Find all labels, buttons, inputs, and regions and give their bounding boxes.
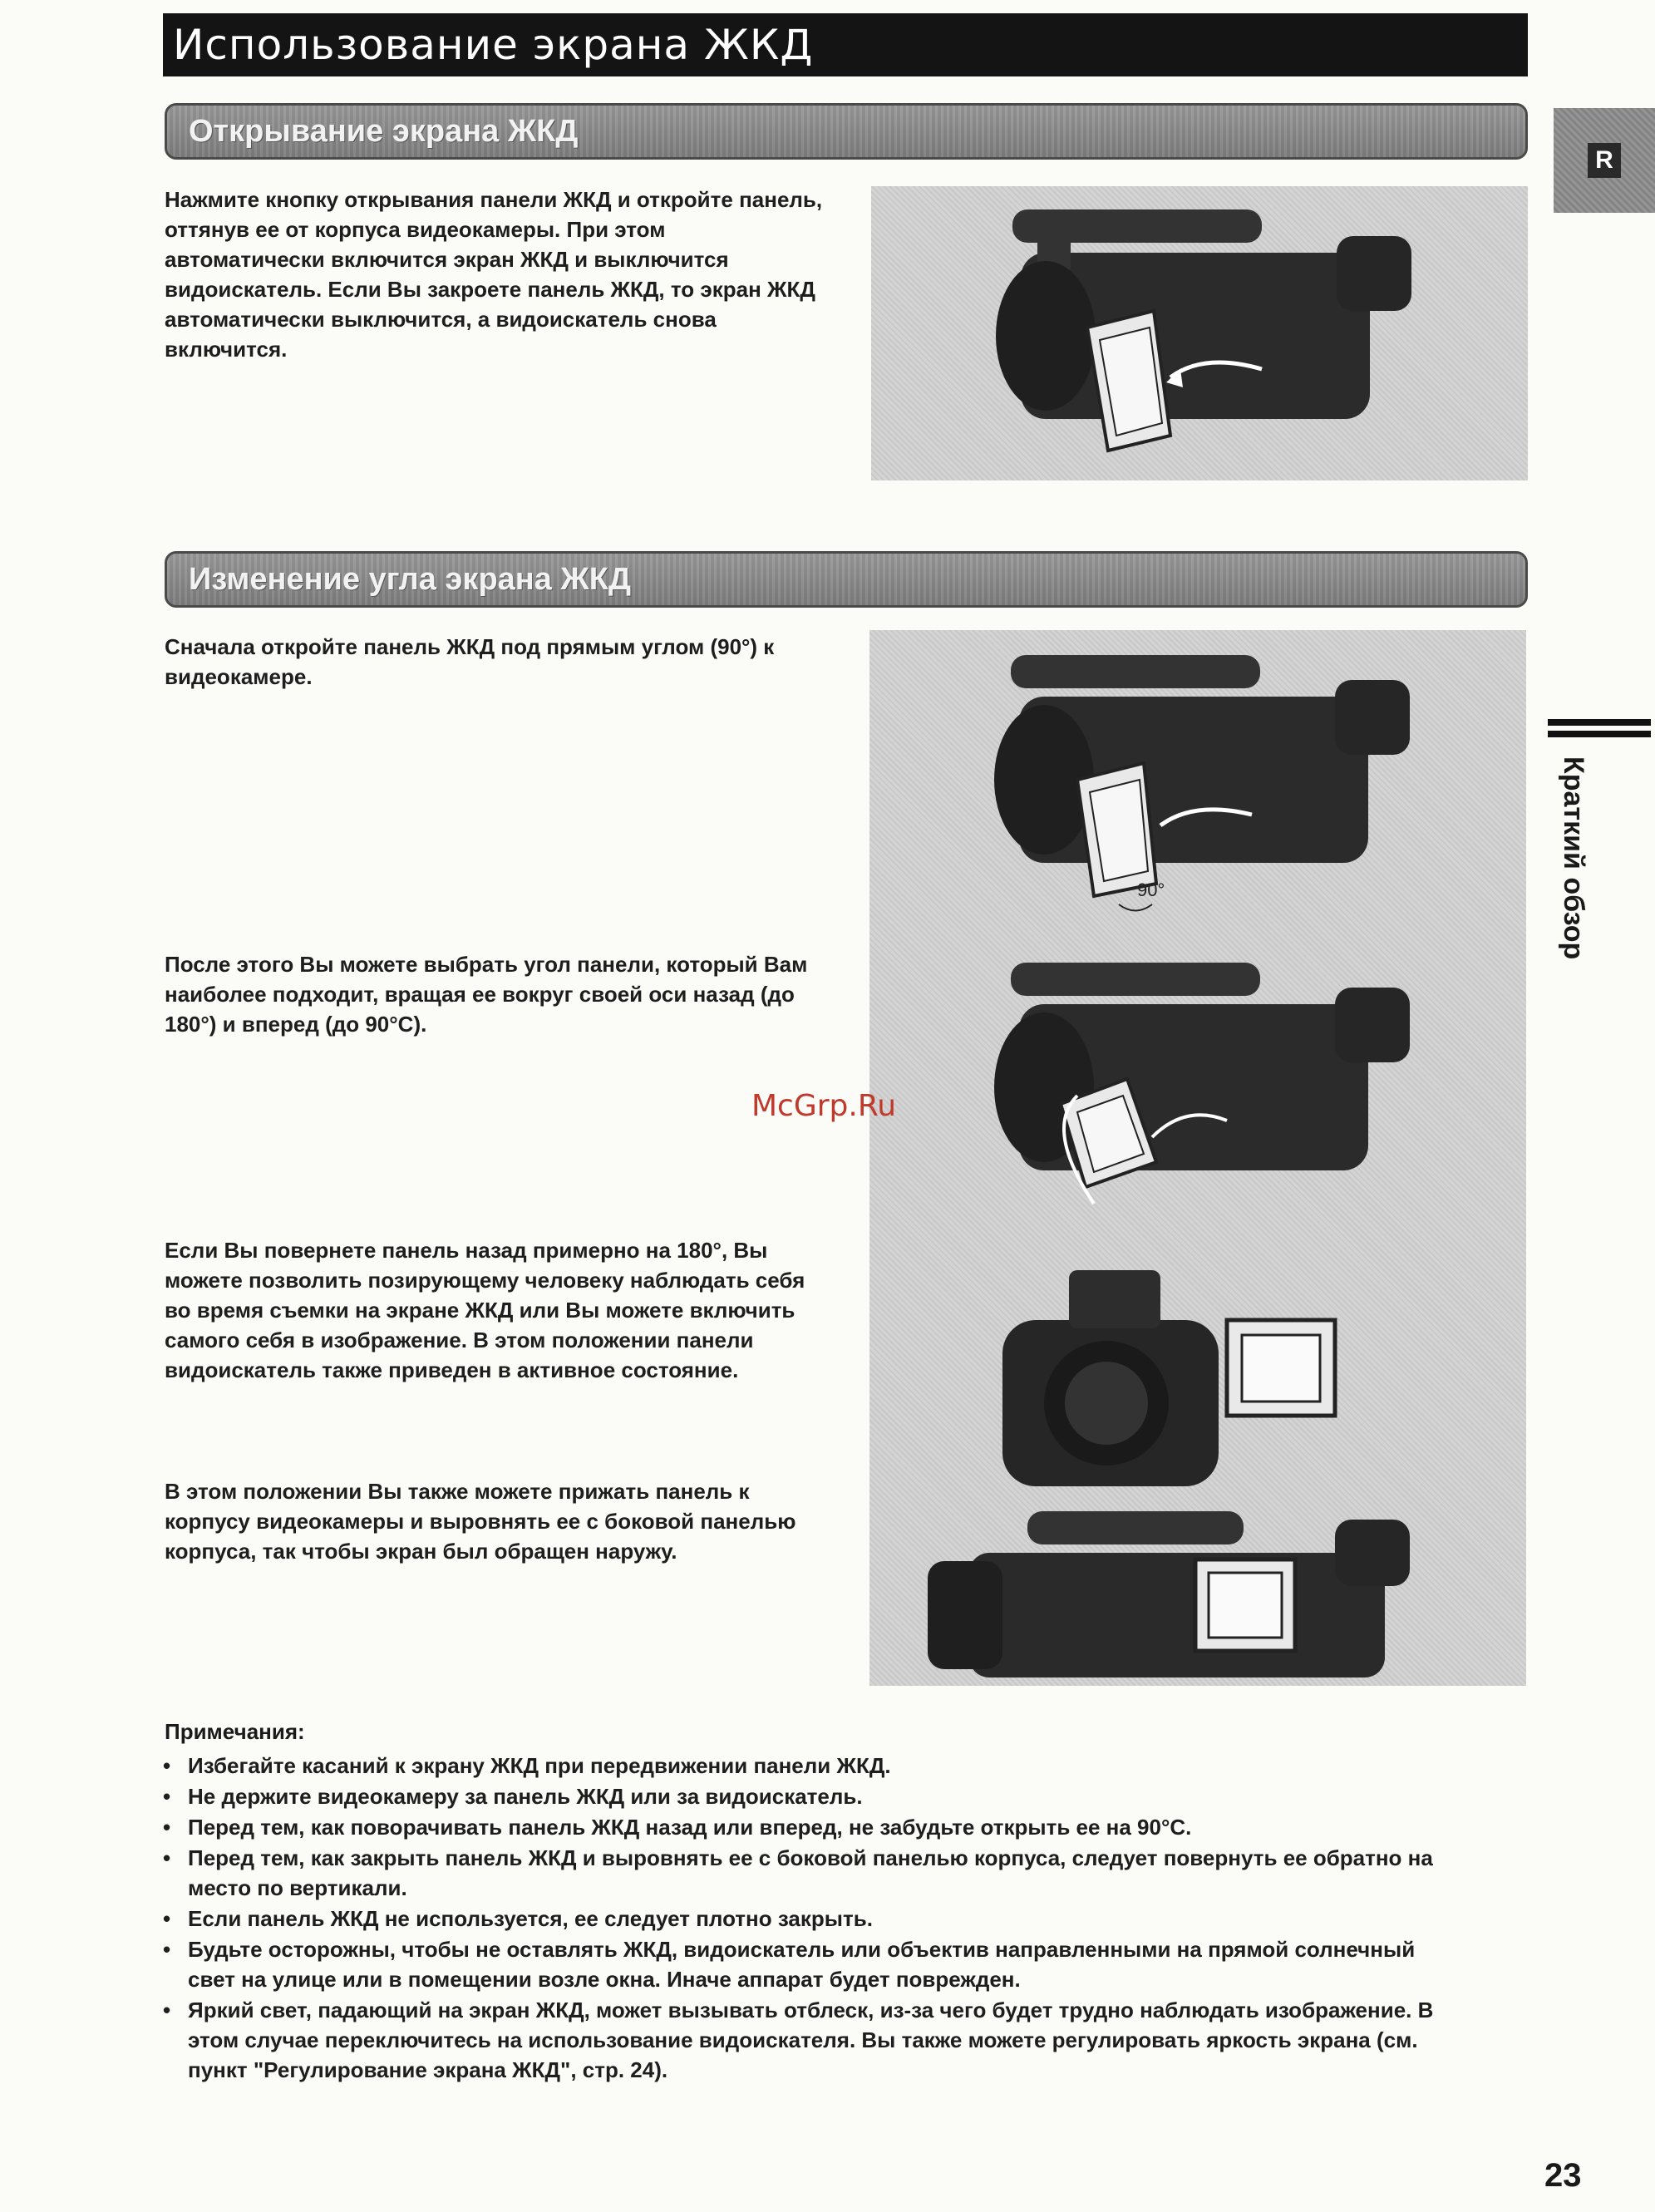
language-tab: [1554, 108, 1655, 213]
paragraph-rotate-angle: После этого Вы можете выбрать угол панели, который Вам наиболее подходит, вращая ее вокруг своей оси назад (до 180°) и вперед (до 90°С).: [165, 952, 808, 1037]
camcorder-90-drawing: [994, 655, 1410, 911]
camcorder-side-flush-drawing: [928, 1511, 1410, 1677]
notes-title: Примечания:: [165, 1719, 305, 1744]
note-item: • Если панель ЖКД не используется, ее следует плотно закрыть.: [158, 1904, 1455, 1934]
section-heading-text: Открывание экрана ЖКД: [189, 113, 579, 149]
side-divider: [1548, 719, 1651, 737]
note-item: • Перед тем, как поворачивать панель ЖКД назад или вперед, не забудьте открыть ее на 90°С.: [158, 1812, 1455, 1842]
camcorder-open-lcd-drawing: [871, 186, 1528, 480]
note-item: • Избегайте касаний к экрану ЖКД при передвижении панели ЖКД.: [158, 1751, 1455, 1781]
chapter-label: Краткий обзор: [1558, 756, 1589, 960]
watermark: McGrp.Ru: [751, 1089, 897, 1123]
camcorder-rotated-drawing: [994, 963, 1410, 1204]
paragraph-flush-panel: В этом положении Вы также можете прижать панель к корпусу видеокамеры и выровнять ее с боковой панелью корпуса, так чтобы экран был обращен наружу.: [165, 1479, 796, 1564]
camcorder-angles-drawing: [869, 630, 1526, 1686]
page-title: Использование экрана ЖКД: [173, 21, 814, 69]
page-title-bar: [163, 13, 1528, 76]
illustration-angle-sequence: [869, 630, 1526, 1686]
angle-label: 90°: [1137, 879, 1165, 900]
section-heading-text: Изменение угла экрана ЖКД: [189, 561, 632, 597]
paragraph-open-90: Сначала откройте панель ЖКД под прямым углом (90°) к видеокамере.: [165, 634, 775, 689]
paragraph-open-lcd: Нажмите кнопку открывания панели ЖКД и откройте панель, оттянув ее от корпуса видеокамеры. При этом автоматически включится экран ЖКД и выключится видоискатель. Если Вы закроете панель ЖКД, то экран ЖКД автоматически выключится, а видоискатель снова включится.: [165, 187, 823, 362]
paragraph-rotate-180: Если Вы повернете панель назад примерно на 180°, Вы можете позволить позирующему человеку наблюдать себя во время съемки на экране ЖКД или Вы можете включить самого себя в изображение. В этом положении панели видоискатель также приведен в активное состояние.: [165, 1238, 805, 1382]
note-item: • Будьте осторожны, чтобы не оставлять ЖКД, видоискатель или объектив направленными на прямой солнечный свет на улице или в помещении возле окна. Иначе аппарат будет поврежден.: [158, 1934, 1455, 1994]
camcorder-front-drawing: [1002, 1270, 1335, 1486]
section-heading-change-angle: [165, 551, 1528, 608]
note-item: • Яркий свет, падающий на экран ЖКД, может вызывать отблеск, из-за чего будет трудно наблюдать изображение. В этом случае переключитесь на использование видоискателя. Вы также можете регулировать яркость экрана (см. пункт "Регулирование экрана ЖКД", стр. 24).: [158, 1995, 1455, 2085]
page-number: 23: [1544, 2157, 1582, 2194]
language-tab-letter: R: [1588, 143, 1621, 178]
section-heading-open-lcd: [165, 103, 1528, 160]
notes-list: [158, 1751, 1455, 2086]
illustration-open-lcd: [871, 186, 1528, 480]
note-item: • Перед тем, как закрыть панель ЖКД и выровнять ее с боковой панелью корпуса, следует повернуть ее обратно на место по вертикали.: [158, 1843, 1455, 1903]
note-item: • Не держите видеокамеру за панель ЖКД или за видоискатель.: [158, 1781, 1455, 1811]
